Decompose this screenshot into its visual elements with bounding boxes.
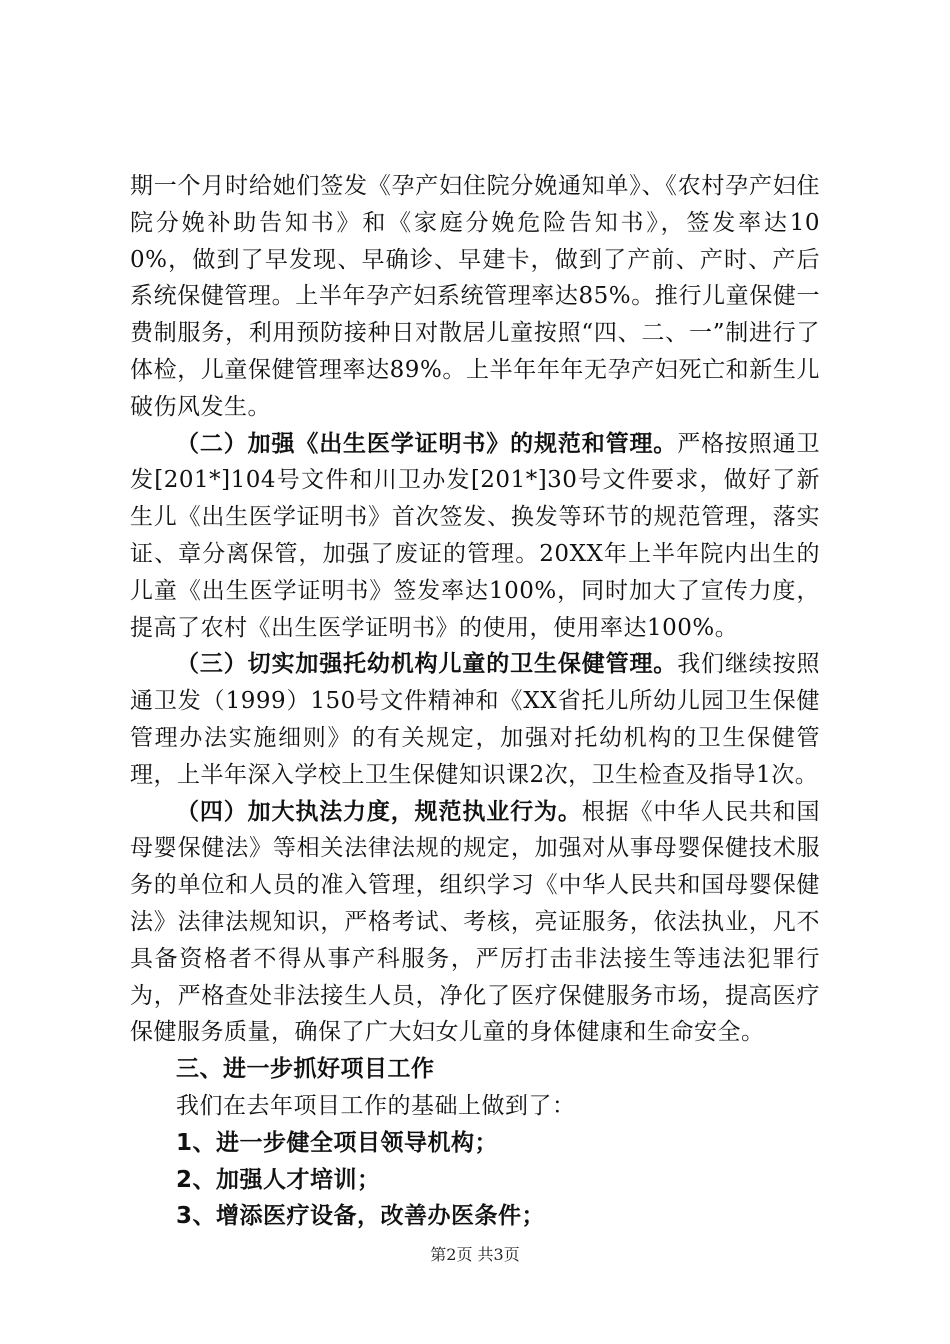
page-number-footer: 第2页 共3页	[430, 1245, 520, 1264]
part-three-intro: 我们在去年项目工作的基础上做到了：	[176, 1092, 576, 1119]
part-three-item-2: 2、加强人才培训；	[176, 1166, 381, 1193]
part-three-item-3: 3、增添医疗设备，改善办医条件；	[176, 1203, 546, 1230]
section-heading-2: （二）加强《出生医学证明书》的规范和管理。	[176, 430, 678, 457]
part-three-item-1: 1、进一步健全项目领导机构；	[176, 1129, 499, 1156]
section-heading-4: （四）加大执法力度，规范执业行为。	[176, 798, 582, 825]
section-paragraph-3	[130, 646, 820, 793]
section-paragraph-2	[130, 426, 820, 647]
section-body-3: 我们继续按照通卫发（1999）150号文件精神和《XX省托儿所幼儿园卫生保健管理办法实施细则》的有关规定，加强对托幼机构的卫生保健管理，上半年深入学校上卫生保健知识课2次，卫生检查及指导1次。	[130, 651, 821, 788]
section-body-2: 严格按照通卫发[201*]104号文件和川卫办发[201*]30号文件要求，做好了新生儿《出生医学证明书》首次签发、换发等环节的规范管理，落实证、章分离保管，加强了废证的管理。20XX年上半年院内出生的儿童《出生医学证明书》签发率达100%，同时加大了宣传力度，提高了农村《出生医学证明书》的使用，使用率达100%。	[130, 430, 821, 641]
section-paragraph-4	[130, 794, 820, 1052]
document-body	[130, 168, 820, 1235]
section-body-4: 根据《中华人民共和国母婴保健法》等相关法律法规的规定，加强对从事母婴保健技术服务的单位和人员的准入管理，组织学习《中华人民共和国母婴保健法》法律法规知识，严格考试、考核，亮证服务，依法执业，凡不具备资格者不得从事产科服务，严厉打击非法接生等违法犯罪行为，严格查处非法接生人员，净化了医疗保健服务市场，提高医疗保健服务质量，确保了广大妇女儿童的身体健康和生命安全。	[130, 798, 821, 1046]
part-three-title: 三、进一步抓好项目工作	[176, 1056, 435, 1083]
intro-paragraph: 期一个月时给她们签发《孕产妇住院分娩通知单》、《农村孕产妇住院分娩补助告知书》和《家庭分娩危险告知书》，签发率达100%，做到了早发现、早确诊、早建卡，做到了产前、产时、产后系统保健管理。上半年孕产妇系统管理率达85%。推行儿童保健一费制服务，利用预防接种日对散居儿童按照“四、二、一”制进行了体检，儿童保健管理率达89%。上半年年年无孕产妇死亡和新生儿破伤风发生。	[130, 173, 820, 420]
section-heading-3: （三）切实加强托幼机构儿童的卫生保健管理。	[176, 651, 678, 678]
